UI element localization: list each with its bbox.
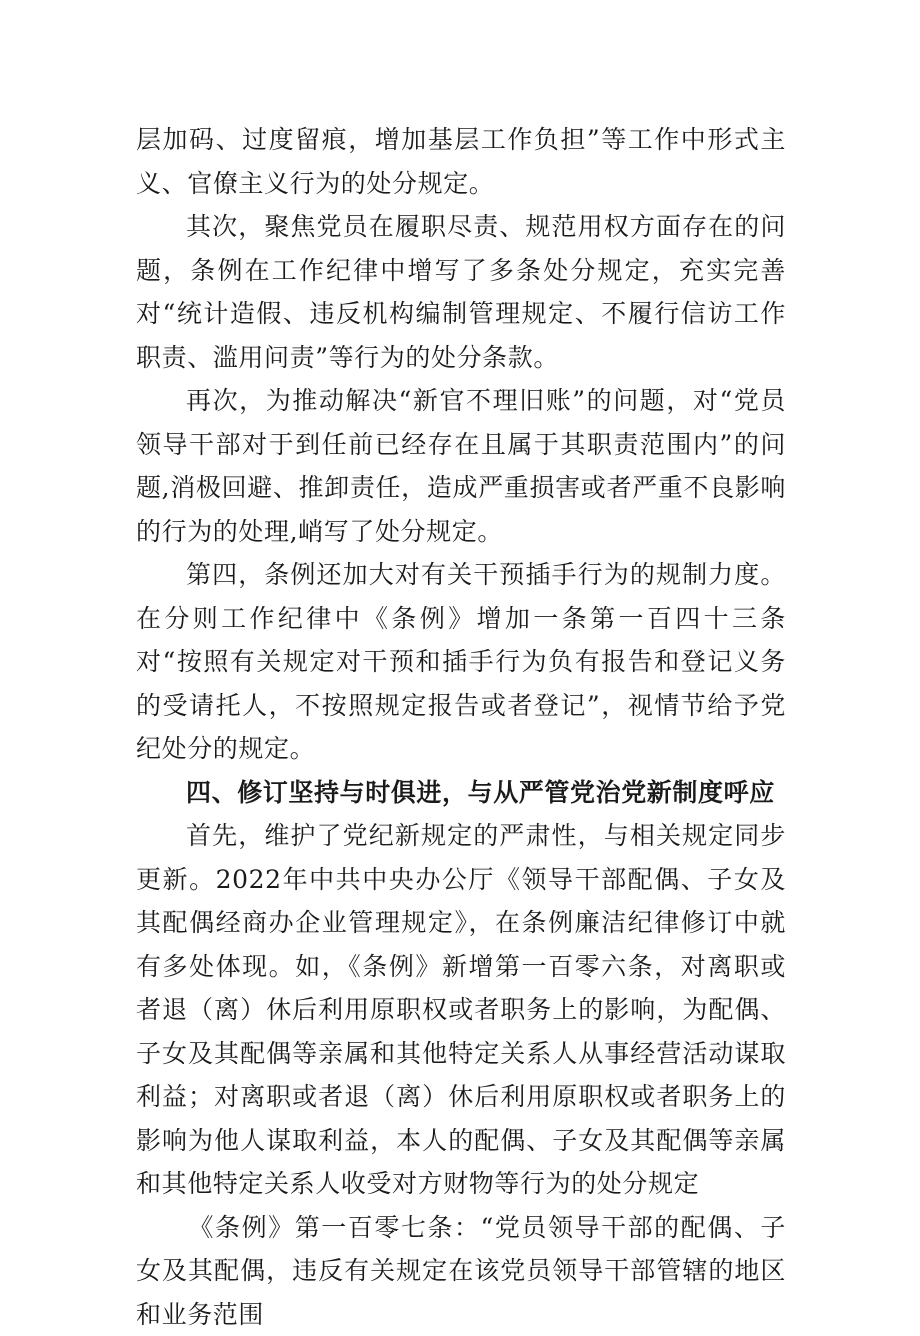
paragraph-fourth: 第四，条例还加大对有关干预插手行为的规制力度。在分则工作纪律中《条例》增加一条第一百四十三条对“按照有关规定对干预和插手行为负有报告和登记义务的受请托人，不按照规定报告或者登记”，视情节给予党纪处分的规定。 — [136, 553, 786, 771]
paragraph-continuation: 层加码、过度留痕，增加基层工作负担”等工作中形式主义、官僚主义行为的处分规定。 — [136, 118, 786, 205]
section-heading: 四、修订坚持与时俱进，与从严管党治党新制度呼应 — [136, 771, 786, 815]
paragraph-secondly: 其次，聚焦党员在履职尽责、规范用权方面存在的问题，条例在工作纪律中增写了多条处分规定，充实完善对“统计造假、违反机构编制管理规定、不履行信访工作职责、滥用问责”等行为的处分条款。 — [136, 205, 786, 379]
paragraph-first-point: 首先，维护了党纪新规定的严肃性，与相关规定同步更新。2022年中共中央办公厅《领导干部配偶、子女及其配偶经商办企业管理规定》，在条例廉洁纪律修订中就有多处体现。如，《条例》新增第一百零六条，对离职或者退（离）休后利用原职权或者职务上的影响，为配偶、子女及其配偶等亲属和其他特定关系人从事经营活动谋取利益；对离职或者退（离）休后利用原职权或者职务上的影响为他人谋取利益，本人的配偶、子女及其配偶等亲属和其他特定关系人收受对方财物等行为的处分规定 — [136, 814, 786, 1206]
document-body — [136, 118, 786, 1336]
paragraph-article-107: 《条例》第一百零七条：“党员领导干部的配偶、子女及其配偶，违反有关规定在该党员领导干部管辖的地区和业务范围 — [136, 1206, 786, 1336]
paragraph-thirdly: 再次，为推动解决“新官不理旧账”的问题，对“党员领导干部对于到任前已经存在且属于其职责范围内”的问题,消极回避、推卸责任，造成严重损害或者严重不良影响的行为的处理,峭写了处分规定。 — [136, 379, 786, 553]
